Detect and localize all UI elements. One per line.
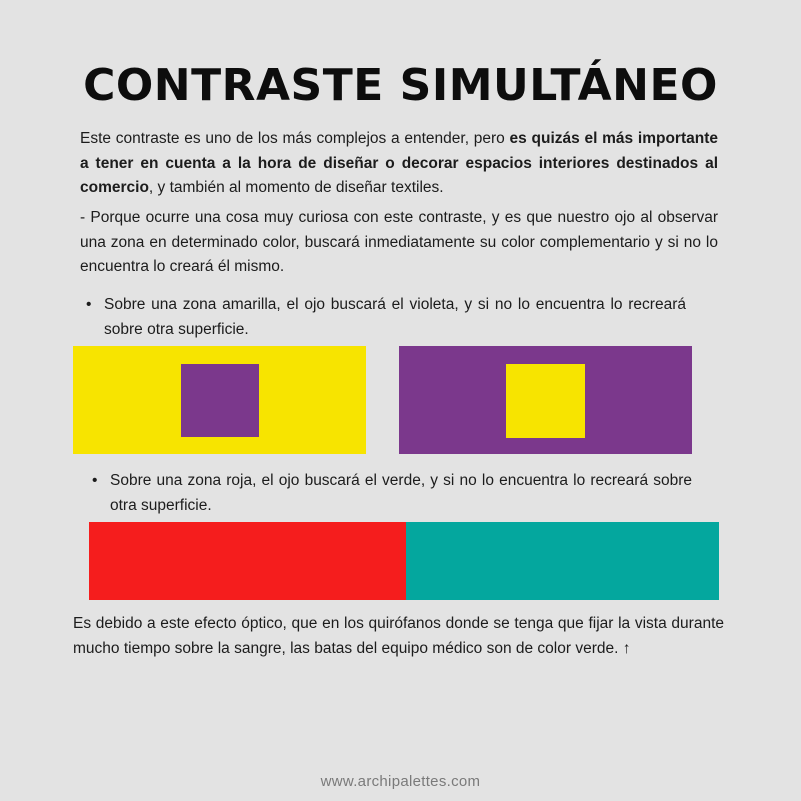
conclusion-paragraph: Es debido a este efecto óptico, que en los quirófanos donde se tenga que fijar la vista durante mucho tiempo sobre la sangre, las batas del equipo médico son de color verde. ↑ xyxy=(73,615,724,657)
page-title: CONTRASTE SIMULTÁNEO xyxy=(83,60,718,111)
swatch-violet-with-yellow xyxy=(399,346,692,454)
swatch-green xyxy=(406,522,719,600)
intro-text-end: , y también al momento de diseñar textiles. xyxy=(148,179,444,196)
swatch-inner-violet xyxy=(181,364,259,437)
intro-text-start: Este contraste es uno de los más complejos a entender, pero xyxy=(80,130,510,147)
bullet-dot: • xyxy=(92,472,98,489)
intro-paragraph xyxy=(80,127,718,201)
bullet-yellow-violet xyxy=(86,293,686,342)
bullet-red-green xyxy=(92,469,692,518)
explanation-paragraph: - Porque ocurre una cosa muy curiosa con este contraste, y es que nuestro ojo al observar una zona en determinado color, buscará inmediatamente su color complementario y si no lo encuentra lo creará él mismo. xyxy=(80,209,718,275)
bullet-text: Sobre una zona amarilla, el ojo buscará el violeta, y si no lo encuentra lo recreará sobre otra superficie. xyxy=(104,296,686,338)
swatch-inner-yellow xyxy=(506,364,585,438)
swatch-yellow-with-violet xyxy=(73,346,366,454)
bullet-dot: • xyxy=(86,296,92,313)
footer-website: www.archipalettes.com xyxy=(320,773,481,790)
intro-text-bold: es quizás el más importante a tener en cuenta a la hora de diseñar o decorar espacios interiores destinados al comercio xyxy=(80,130,718,196)
bullet-text: Sobre una zona roja, el ojo buscará el verde, y si no lo encuentra lo recreará sobre otra superficie. xyxy=(110,472,692,514)
swatch-red xyxy=(89,522,406,600)
